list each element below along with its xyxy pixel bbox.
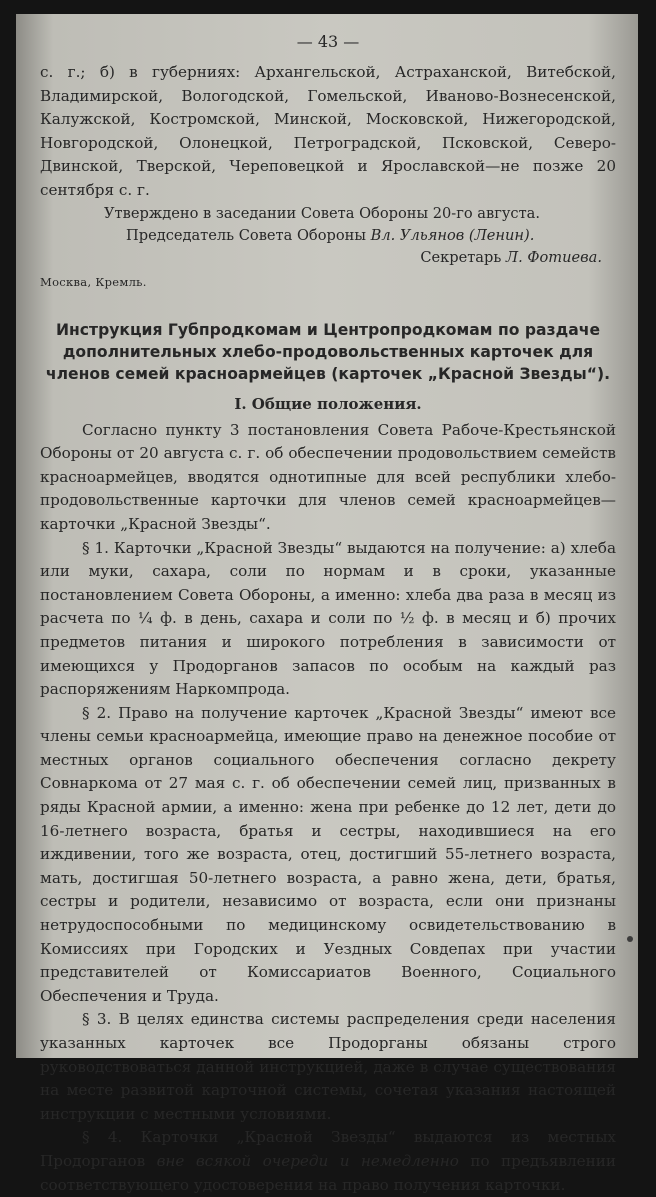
chairman-label: Председатель Совета Обороны <box>126 226 366 244</box>
page-number: — 43 — <box>296 32 360 51</box>
place-line: Москва, Кремль. <box>40 274 147 289</box>
secretary-line <box>40 247 616 269</box>
secretary-label: Секретарь <box>420 248 502 266</box>
intro-paragraph: Согласно пункту 3 постановления Совета Рабоче-Крестьянской Обороны от 20 августа с. г. об обеспечении продовольствием семейств красноармейцев, вводятся однотипные для всей республики хлебо-продовольственные карточки для членов семей красноармейцев—карточки „Красной Звезды“. <box>40 420 616 533</box>
ink-spot <box>627 936 633 942</box>
paragraph-3: § 3. В целях единства системы распределения среди населения указанных карточек все Продорганы обязаны строго руководствоваться данной инструкцией, даже в случае существования на месте развитой карточной системы, сочетая указания настоящей инструкции с местными условиями. <box>40 1010 616 1123</box>
chairman-name: Вл. Ульянов (Ленин). <box>370 226 535 244</box>
chairman-line <box>40 225 616 247</box>
paragraph-4-end: по предъявлении соответствующего удостоверения на право получения карточки. <box>40 1151 617 1194</box>
paragraph-1: § 1. Карточки „Красной Звезды“ выдаются на получение: а) хлеба или муки, сахара, соли по нормам и в сроки, указанные постановлением Совета Обороны, а именно: хлеба два раза в месяц из расчета по ¼ ф. в день, сахара и соли по ½ ф. в месяц и б) прочих предметов питания и широкого потребления в зависимости от имеющихся у Продорганов запасов по особым на каждый раз распоряжениям Наркомпрода. <box>40 538 616 699</box>
paragraph-4 <box>40 1126 616 1197</box>
paragraph-2: § 2. Право на получение карточек „Красной Звезды“ имеют все члены семьи красноармейца, имеющие право на денежное пособие от местных органов социального обеспечения согласно декрету Совнаркома от 27 мая с. г. об обеспечении семей лиц, призванных в ряды Красной армии, а именно: жена при ребенке до 12 лет, дети до 16-летнего возраста, братья и сестры, находившиеся на его иждивении, того же возраста, отец, достигший 55-летнего возраста, мать, достигшая 50-летнего возраста, а равно жена, дети, братья, сестры и родители, независимо от возраста, если они признаны нетрудоспособными по медицинскому освидетельствованию в Комиссиях при Городских и Уездных Совдепах при участии представителей от Комиссариатов Военного, Социального Обеспечения и Труда. <box>40 703 616 1005</box>
section-heading: I. Общие положения. <box>234 394 422 413</box>
document-page <box>16 14 638 1194</box>
paragraph-4-emphasis: вне всякой очереди и немедленно <box>156 1151 459 1170</box>
approval-line: Утверждено в заседании Совета Обороны 20-го августа. <box>104 204 541 222</box>
paragraph-4-start: § 4. Карточки „Красной Звезды“ выдаются из местных Продорганов <box>40 1128 616 1170</box>
secretary-name: Л. Фотиева. <box>505 248 602 266</box>
instruction-title: Инструкция Губпродкомам и Центропродкомам по раздаче дополнительных хлебо-продовольственных карточек для членов семей красноармейцев (карточек „Красной Звезды“). <box>45 320 611 383</box>
continuation-paragraph: с. г.; б) в губерниях: Архангельской, Астраханской, Витебской, Владимирской, Вологодской, Гомельской, Иваново-Вознесенской, Калужской, Костромской, Минской, Московской, Нижегородской, Новгородской, Олонецкой, Петроградской, Псковской, Северо-Двинской, Тверской, Череповецкой и Ярославской—не позже 20 сентября с. г. <box>40 63 616 199</box>
